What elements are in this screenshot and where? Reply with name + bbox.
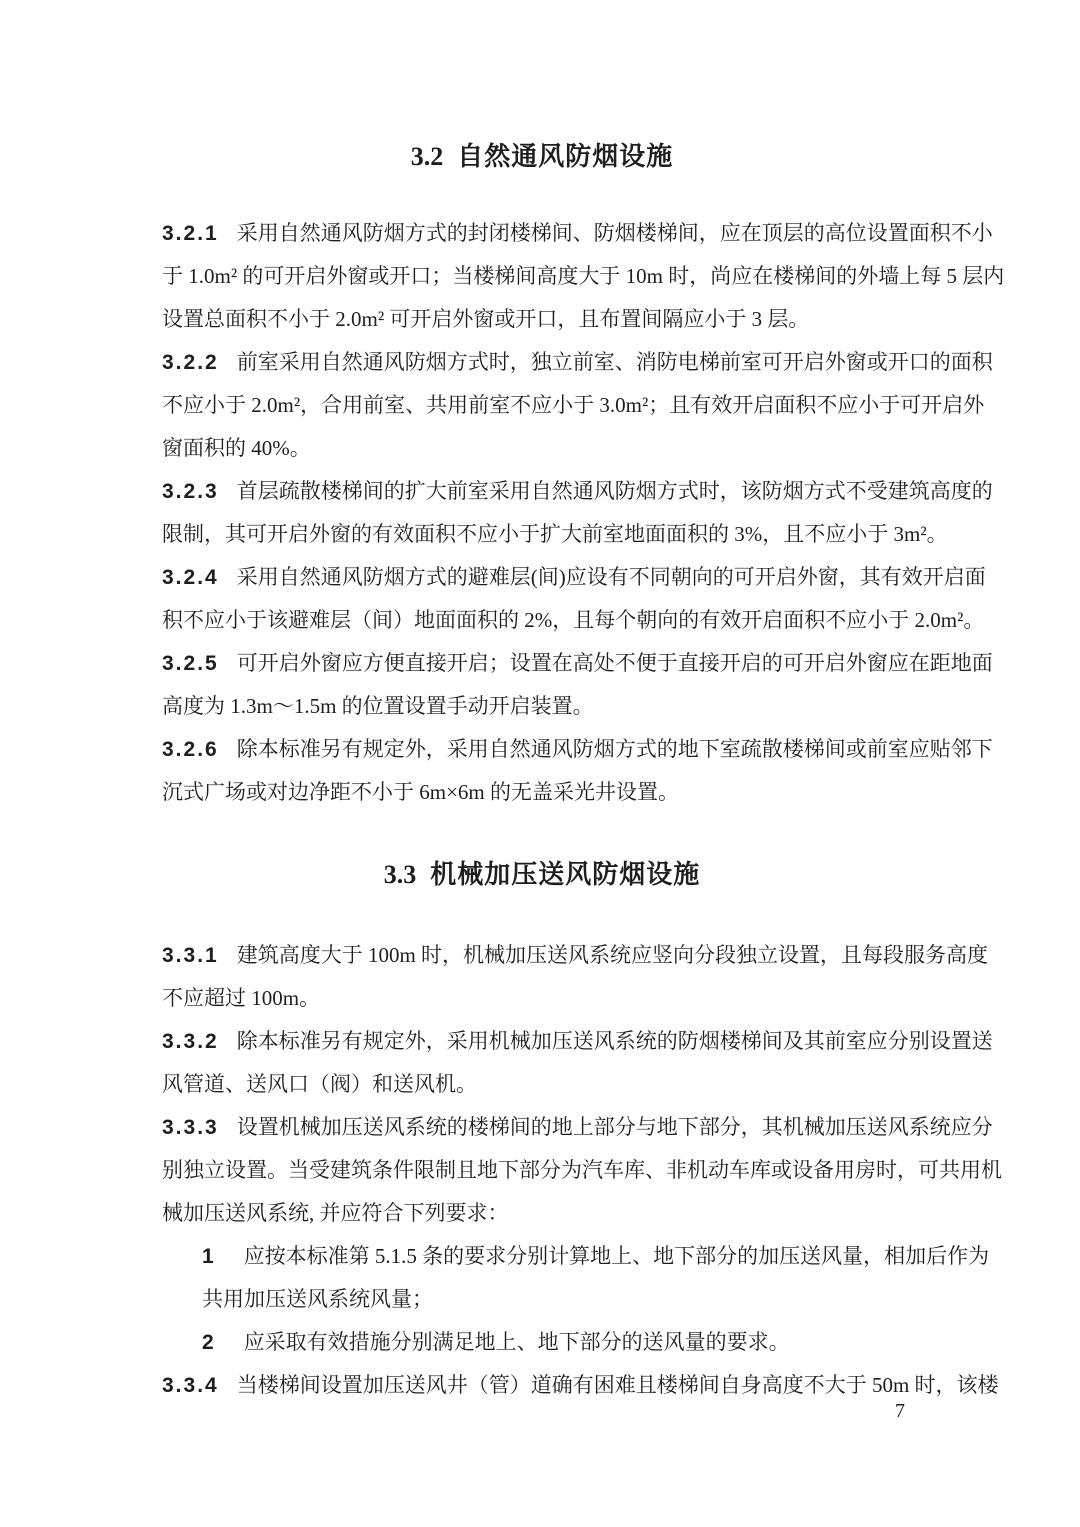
- list-item-1: [162, 1235, 990, 1321]
- clause-text: 除本标准另有规定外，采用机械加压送风系统的防烟楼梯间及其前室应分别设置送: [236, 1029, 993, 1053]
- clause-line: 高度为 1.3m～1.5m 的位置设置手动开启装置。: [162, 694, 594, 718]
- page-content: [162, 0, 1005, 1407]
- section-number: 3.2: [410, 142, 444, 171]
- clause-number: 3.3.2: [162, 1030, 219, 1053]
- clause-3-3-1: [162, 934, 989, 1020]
- clause-line: [162, 934, 989, 977]
- clause-number: 3.2.5: [162, 652, 219, 675]
- clause-text: 除本标准另有规定外，采用自然通风防烟方式的地下室疏散楼梯间或前室应贴邻下: [236, 737, 993, 761]
- clause-number: 3.2.1: [162, 222, 219, 245]
- clause-text: 当楼梯间设置加压送风井（管）道确有困难且楼梯间自身高度不大于 50m 时，该楼: [236, 1373, 999, 1397]
- clause-line: [162, 1364, 999, 1407]
- section-number: 3.3: [383, 860, 417, 889]
- list-item-number: 2: [202, 1331, 214, 1354]
- clause-number: 3.2.6: [162, 738, 219, 761]
- clause-line: 共用加压送风系统风量；: [202, 1287, 433, 1311]
- clause-number: 3.2.3: [162, 480, 219, 503]
- section-heading-3-2: [162, 140, 922, 174]
- clause-number: 3.3.3: [162, 1116, 219, 1139]
- clause-3-3-2: [162, 1020, 993, 1106]
- clause-number: 3.2.4: [162, 566, 219, 589]
- clause-line: 风管道、送风口（阀）和送风机。: [162, 1072, 477, 1096]
- section-heading-3-3: [162, 858, 922, 892]
- clause-text: 可开启外窗应方便直接开启；设置在高处不便于直接开启的可开启外窗应在距地面: [236, 651, 993, 675]
- list-item-2: [162, 1321, 922, 1364]
- clause-line: 不应超过 100m。: [162, 986, 321, 1010]
- clause-line: 于 1.0m² 的可开启外窗或开口；当楼梯间高度大于 10m 时，尚应在楼梯间的外墙上每 5 层内: [162, 264, 1005, 288]
- clause-line: 沉式广场或对边净距不小于 6m×6m 的无盖采光井设置。: [162, 780, 680, 804]
- clause-line: 设置总面积不小于 2.0m² 可开启外窗或开口，且布置间隔应小于 3 层。: [162, 307, 810, 331]
- clause-text: 首层疏散楼梯间的扩大前室采用自然通风防烟方式时，该防烟方式不受建筑高度的: [236, 479, 993, 503]
- clause-text: 采用自然通风防烟方式的封闭楼梯间、防烟楼梯间，应在顶层的高位设置面积不小: [236, 221, 993, 245]
- clause-line: 不应小于 2.0m²，合用前室、共用前室不应小于 3.0m²；且有效开启面积不应小于可开启外: [162, 393, 985, 417]
- clause-3-3-4: [162, 1364, 999, 1407]
- clause-line: [162, 1106, 993, 1149]
- clause-line: [162, 341, 993, 384]
- clause-text: 设置机械加压送风系统的楼梯间的地上部分与地下部分，其机械加压送风系统应分: [236, 1115, 993, 1139]
- clause-number: 3.2.2: [162, 351, 219, 374]
- clause-line: [162, 212, 993, 255]
- clause-text: 建筑高度大于 100m 时，机械加压送风系统应竖向分段独立设置，且每段服务高度: [236, 943, 989, 967]
- clause-line: [162, 642, 993, 685]
- clause-line: [162, 1321, 922, 1364]
- clause-3-2-3: [162, 470, 993, 556]
- clause-3-2-4: [162, 556, 986, 642]
- clause-line: [162, 470, 993, 513]
- clause-3-3-3: [162, 1106, 1002, 1235]
- page-number: 7: [895, 1400, 905, 1422]
- clause-text: 前室采用自然通风防烟方式时，独立前室、消防电梯前室可开启外窗或开口的面积: [236, 350, 993, 374]
- clause-line: 积不应小于该避难层（间）地面面积的 2%，且每个朝向的有效开启面积不应小于 2.0m²。: [162, 608, 985, 632]
- clause-3-2-5: [162, 642, 993, 728]
- clause-line: 械加压送风系统, 并应符合下列要求：: [162, 1201, 509, 1225]
- list-item-number: 1: [202, 1245, 214, 1268]
- clause-line: 窗面积的 40%。: [162, 436, 311, 460]
- clause-3-2-2: [162, 341, 993, 470]
- clause-text: 应按本标准第 5.1.5 条的要求分别计算地上、地下部分的加压送风量，相加后作为: [243, 1244, 990, 1268]
- clause-3-2-1: [162, 212, 1005, 341]
- clause-text: 应采取有效措施分别满足地上、地下部分的送风量的要求。: [243, 1330, 790, 1354]
- clause-line: [162, 1235, 990, 1278]
- clause-line: [162, 1020, 993, 1063]
- clause-3-2-6: [162, 728, 993, 814]
- section-title: 自然通风防烟设施: [457, 142, 674, 171]
- section-title: 机械加压送风防烟设施: [430, 860, 701, 889]
- clause-line: [162, 556, 986, 599]
- clause-number: 3.3.4: [162, 1374, 219, 1397]
- clause-line: 别独立设置。当受建筑条件限制且地下部分为汽车库、非机动车库或设备用房时，可共用机: [162, 1158, 1002, 1182]
- clause-line: [162, 728, 993, 771]
- clause-number: 3.3.1: [162, 944, 219, 967]
- clause-text: 采用自然通风防烟方式的避难层(间)应设有不同朝向的可开启外窗，其有效开启面: [236, 565, 986, 589]
- clause-line: 限制，其可开启外窗的有效面积不应小于扩大前室地面面积的 3%，且不应小于 3m²。: [162, 522, 948, 546]
